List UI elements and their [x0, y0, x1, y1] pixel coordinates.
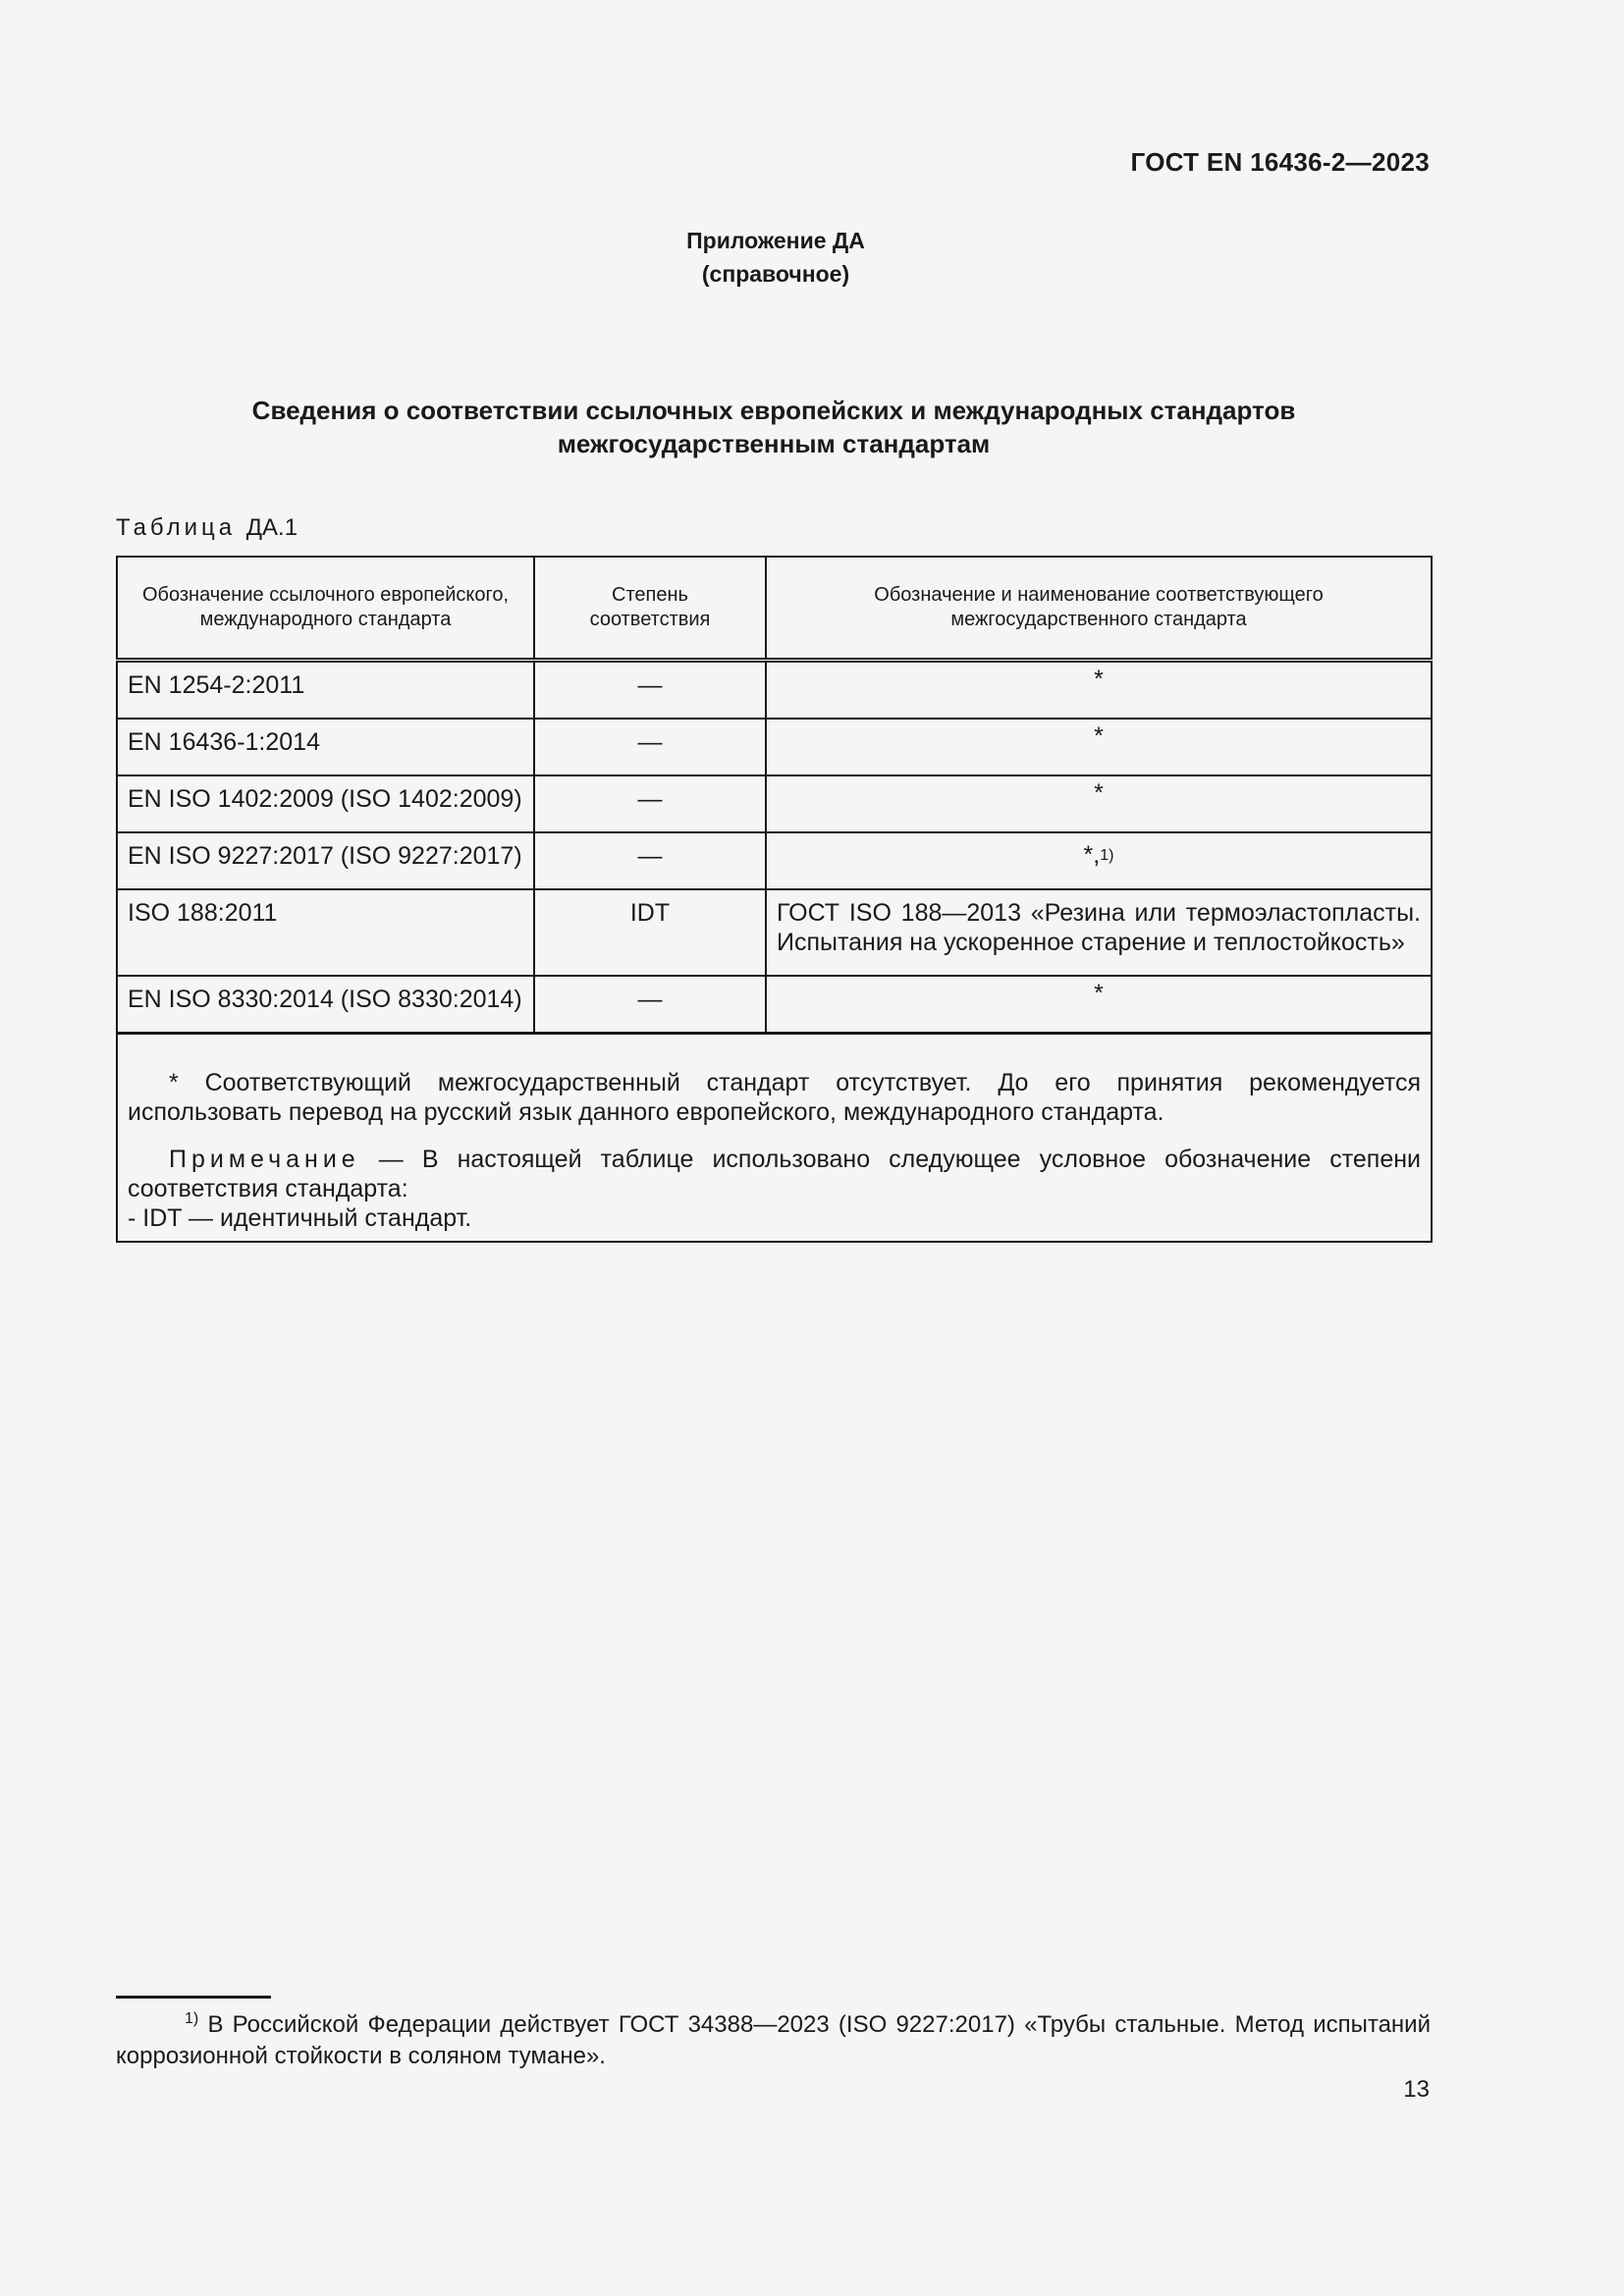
cell-reference: EN 16436-1:2014	[117, 719, 534, 775]
interstate-value: *	[1094, 980, 1104, 1007]
table-note	[128, 1145, 1421, 1203]
correspondence-table	[116, 556, 1433, 1243]
interstate-value: *	[1094, 779, 1104, 807]
table-footer	[117, 1034, 1432, 1243]
interstate-value: *	[1094, 666, 1104, 693]
cell-interstate	[766, 719, 1432, 775]
table-row	[117, 775, 1432, 832]
interstate-value: *	[1094, 722, 1104, 750]
cell-degree: —	[534, 976, 766, 1034]
footnote-marker: 1)	[185, 2010, 199, 2027]
note-label: Примечание	[169, 1146, 360, 1173]
table-row	[117, 719, 1432, 775]
cell-reference: EN ISO 9227:2017 (ISO 9227:2017)	[117, 832, 534, 889]
cell-interstate	[766, 832, 1432, 889]
cell-interstate: ГОСТ ISO 188—2013 «Резина или термоэластопласты. Испытания на ускоренное старение и теплостойкость»	[766, 889, 1432, 976]
header-interstate-standard: Обозначение и наименование соответствующего межгосударственного стандарта	[766, 557, 1432, 661]
table-caption	[116, 514, 298, 542]
footnote-ref-marker: 1)	[1100, 847, 1114, 864]
cell-degree: —	[534, 775, 766, 832]
cell-reference: EN 1254-2:2011	[117, 661, 534, 720]
document-code: ГОСТ EN 16436-2—2023	[1130, 147, 1430, 177]
header-reference-standard: Обозначение ссылочного европейского, международного стандарта	[117, 557, 534, 661]
table-row	[117, 976, 1432, 1034]
table-caption-number: ДА.1	[245, 514, 298, 541]
cell-degree: —	[534, 719, 766, 775]
table-header-row	[117, 557, 1432, 661]
footnote-divider	[116, 1996, 271, 1999]
table-caption-label: Таблица	[116, 514, 237, 541]
cell-interstate	[766, 661, 1432, 720]
section-title-line-2: межгосударственным стандартам	[557, 429, 991, 458]
footnote	[116, 2003, 1431, 2072]
star-note: * Соответствующий межгосударственный стандарт отсутствует. До его принятия рекомендуется использовать перевод на русский язык данного европейского, международного стандарта.	[128, 1069, 1421, 1126]
table-row	[117, 832, 1432, 889]
cell-reference: EN ISO 8330:2014 (ISO 8330:2014)	[117, 976, 534, 1034]
interstate-value: *,	[1083, 841, 1101, 870]
cell-degree: —	[534, 832, 766, 889]
section-title-line-1: Сведения о соответствии ссылочных европейских и международных стандартов	[251, 396, 1296, 425]
page-number: 13	[1403, 2076, 1430, 2103]
table-row	[117, 889, 1432, 976]
cell-interstate	[766, 976, 1432, 1034]
footnote-text: В Российской Федерации действует ГОСТ 34388—2023 (ISO 9227:2017) «Трубы стальные. Метод испытаний коррозионной стойкости в соляном тумане».	[116, 2011, 1431, 2069]
annex-title: Приложение ДА	[686, 228, 865, 253]
note-list-item: - IDT — идентичный стандарт.	[128, 1204, 472, 1232]
table-row	[117, 661, 1432, 720]
table-footer-row	[117, 1034, 1432, 1243]
cell-degree: —	[534, 661, 766, 720]
cell-interstate	[766, 775, 1432, 832]
cell-reference: ISO 188:2011	[117, 889, 534, 976]
annex-heading	[0, 224, 1551, 291]
section-title	[116, 394, 1432, 460]
cell-degree: IDT	[534, 889, 766, 976]
note-text: — В настоящей таблице использовано следующее условное обозначение степени соответствия стандарта:	[128, 1146, 1421, 1202]
header-degree: Степень соответствия	[534, 557, 766, 661]
cell-reference: EN ISO 1402:2009 (ISO 1402:2009)	[117, 775, 534, 832]
annex-subtitle: (справочное)	[701, 261, 850, 287]
